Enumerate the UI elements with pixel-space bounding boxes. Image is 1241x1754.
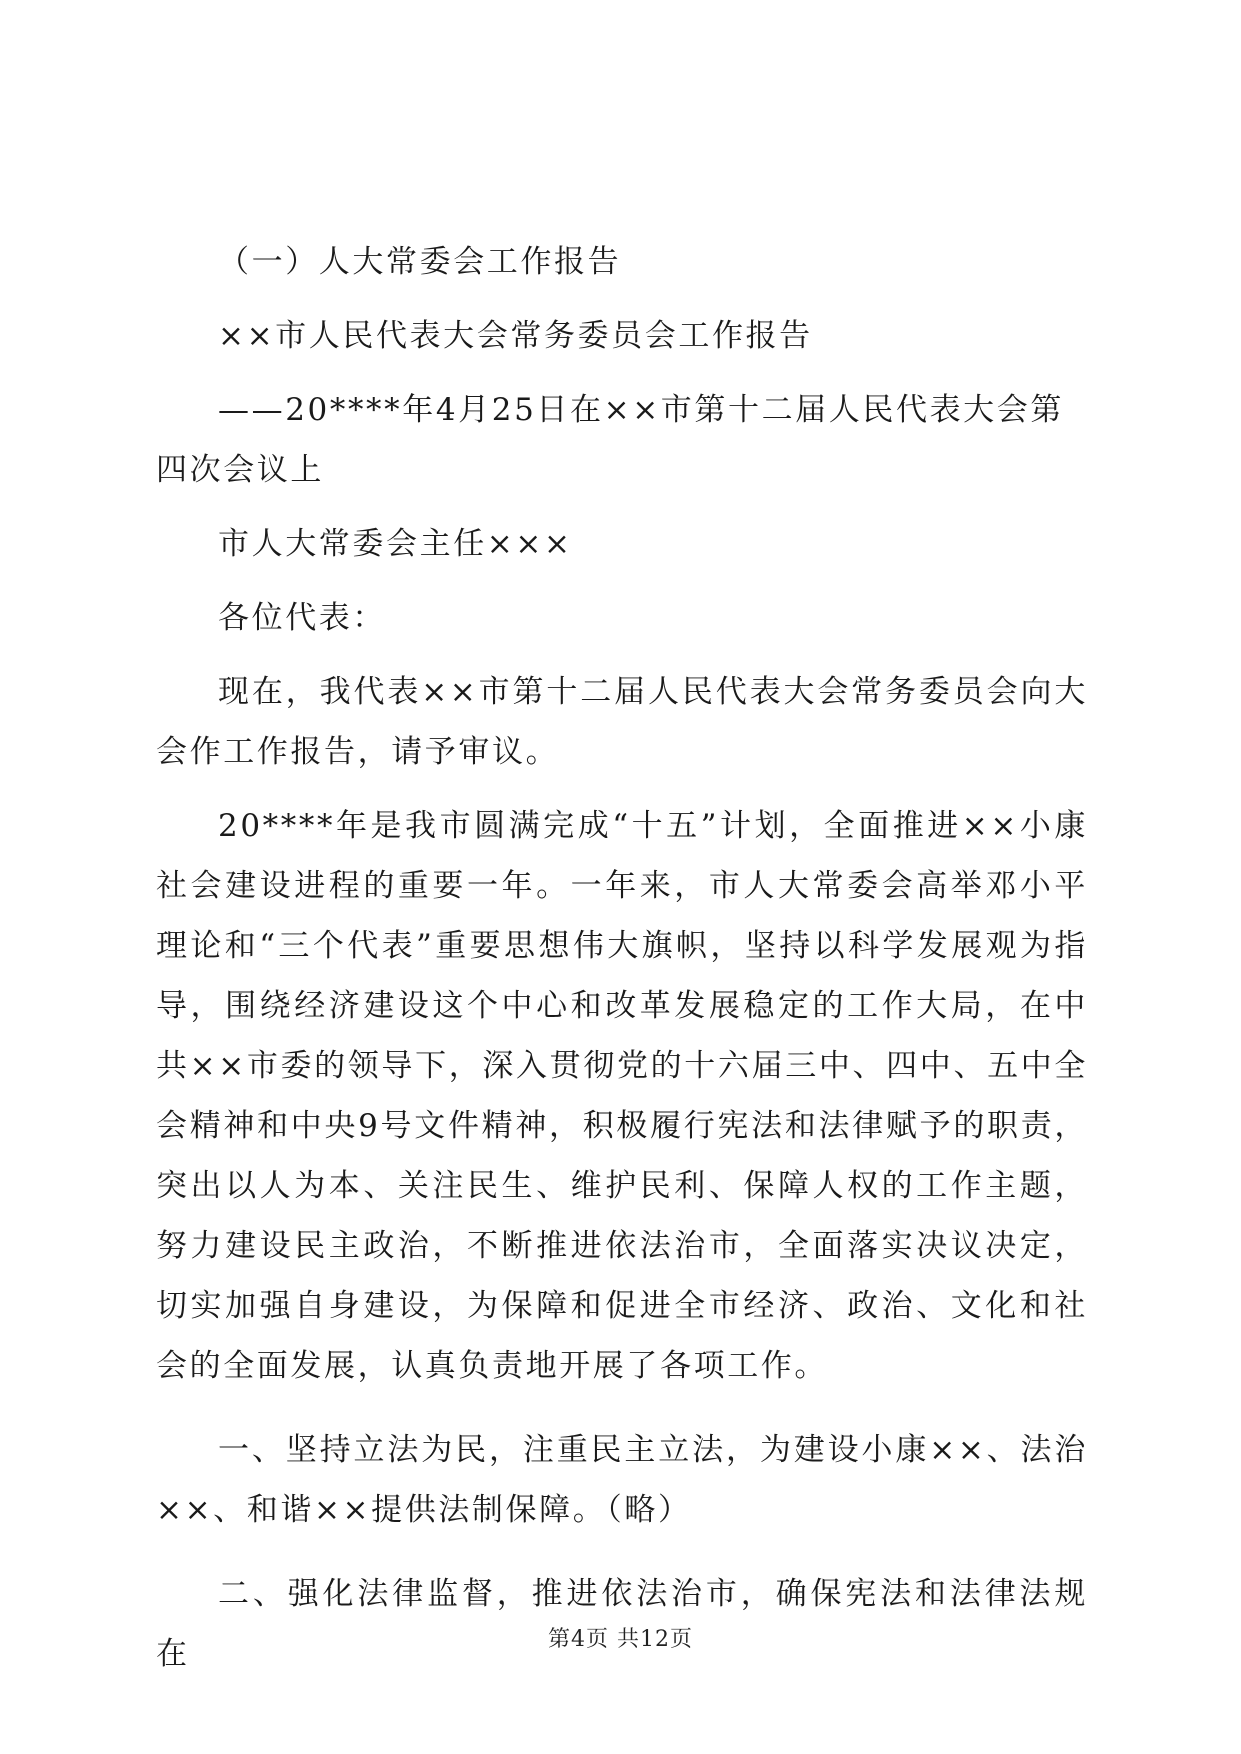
salutation: 各位代表： <box>218 600 386 636</box>
report-subtitle-line-2: 四次会议上 <box>156 452 324 488</box>
section-heading: （一）人大常委会工作报告 <box>218 244 622 280</box>
intro-paragraph: 现在，我代表××市第十二届人民代表大会常务委员会向大会作工作报告，请予审议。 <box>156 674 1088 770</box>
document-body <box>156 232 1088 1684</box>
report-subtitle-line-1: ——20****年4月25日在××市第十二届人民代表大会第 <box>218 392 1064 428</box>
main-paragraph: 20****年是我市圆满完成“十五”计划，全面推进××小康社会建设进程的重要一年。一年来，市人大常委会高举邓小平理论和“三个代表”重要思想伟大旗帜，坚持以科学发展观为指导，围绕经济建设这个中心和改革发展稳定的工作大局，在中共××市委的领导下，深入贯彻党的十六届三中、四中、五中全会精神和中央9号文件精神，积极履行宪法和法律赋予的职责，突出以人为本、关注民生、维护民利、保障人权的工作主题，努力建设民主政治，不断推进依法治市，全面落实决议决定，切实加强自身建设，为保障和促进全市经济、政治、文化和社会的全面发展，认真负责地开展了各项工作。 <box>156 808 1088 1384</box>
point-two-paragraph: 二、强化法律监督，推进依法治市，确保宪法和法律法规在 <box>156 1576 1088 1672</box>
page-footer <box>0 1625 1241 1655</box>
speaker-line: 市人大常委会主任××× <box>218 526 573 562</box>
page-number-indicator: 第4页 共12页 <box>548 1627 693 1652</box>
point-one-paragraph: 一、坚持立法为民，注重民主立法，为建设小康××、法治××、和谐××提供法制保障。（略） <box>156 1432 1088 1528</box>
report-title: ××市人民代表大会常务委员会工作报告 <box>218 318 813 354</box>
